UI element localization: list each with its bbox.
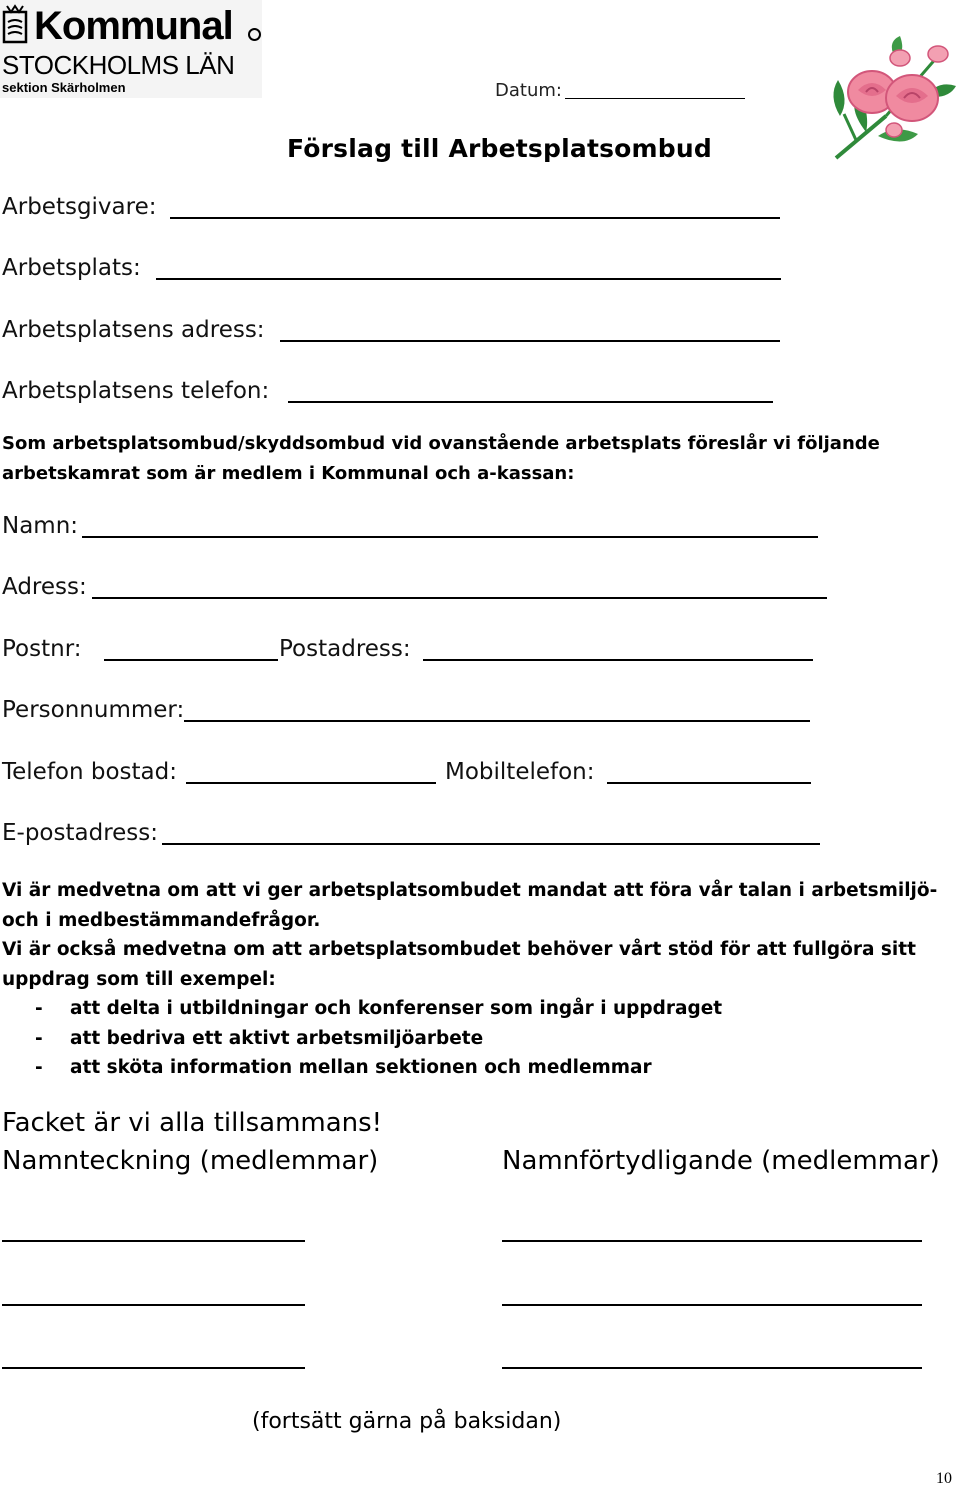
workplace-phone-field[interactable] (288, 401, 773, 403)
logo-section: sektion Skärholmen (2, 80, 126, 95)
postal-code-label: Postnr: (2, 636, 82, 662)
signature-field[interactable] (2, 1304, 305, 1306)
logo-brand: Kommunal (34, 4, 233, 48)
logo-circle-icon (248, 28, 261, 41)
continue-note: (fortsätt gärna på baksidan) (252, 1409, 562, 1434)
signature-field[interactable] (2, 1240, 305, 1242)
clarification-label: Namnförtydligande (medlemmar) (502, 1146, 940, 1176)
name-label: Namn: (2, 513, 79, 539)
page-number: 10 (936, 1470, 952, 1487)
email-label: E-postadress: (2, 820, 159, 846)
intro-line-1: Som arbetsplatsombud/skyddsombud vid ovanstående arbetsplats föreslår vi följande (2, 433, 880, 454)
workplace-address-field[interactable] (280, 340, 780, 342)
bullet-dash: - (35, 1028, 43, 1049)
bullet-item: att bedriva ett aktivt arbetsmiljöarbete (70, 1028, 484, 1049)
bullet-item: att delta i utbildningar och konferenser som ingår i uppdraget (70, 998, 723, 1019)
clarification-field[interactable] (502, 1240, 922, 1242)
mobile-field[interactable] (607, 782, 811, 784)
kommunal-emblem-icon (2, 4, 28, 44)
bullet-item: att sköta information mellan sektionen och medlemmar (70, 1057, 652, 1078)
page-title: Förslag till Arbetsplatsombud (287, 134, 712, 163)
support-line-2: uppdrag som till exempel: (2, 969, 276, 990)
home-phone-field[interactable] (186, 782, 436, 784)
ssn-label: Personnummer: (2, 697, 185, 723)
workplace-field[interactable] (156, 278, 781, 280)
roses-icon (826, 36, 958, 162)
bullet-dash: - (35, 998, 43, 1019)
kommunal-logo (0, 0, 262, 98)
workplace-phone-label: Arbetsplatsens telefon: (2, 378, 270, 404)
logo-region: STOCKHOLMS LÄN (2, 50, 235, 80)
slogan: Facket är vi alla tillsammans! (2, 1108, 383, 1138)
clarification-field[interactable] (502, 1367, 922, 1369)
signature-label: Namnteckning (medlemmar) (2, 1146, 379, 1176)
workplace-label: Arbetsplats: (2, 255, 141, 281)
home-phone-label: Telefon bostad: (2, 759, 178, 785)
support-line-1: Vi är också medvetna om att arbetsplatsombudet behöver vårt stöd för att fullgöra sitt (2, 939, 916, 960)
workplace-address-label: Arbetsplatsens adress: (2, 317, 265, 343)
address-label: Adress: (2, 574, 87, 600)
mandate-line-1: Vi är medvetna om att vi ger arbetsplatsombudet mandat att föra vår talan i arbetsmiljö- (2, 880, 938, 901)
clarification-field[interactable] (502, 1304, 922, 1306)
address-field[interactable] (92, 597, 827, 599)
postal-address-field[interactable] (423, 659, 813, 661)
ssn-field[interactable] (184, 720, 810, 722)
mobile-label: Mobiltelefon: (445, 759, 595, 785)
bullet-dash: - (35, 1057, 43, 1078)
date-field[interactable] (565, 98, 745, 99)
email-field[interactable] (162, 843, 820, 845)
employer-field[interactable] (170, 217, 780, 219)
signature-field[interactable] (2, 1367, 305, 1369)
intro-line-2: arbetskamrat som är medlem i Kommunal och a-kassan: (2, 463, 575, 484)
postal-address-label: Postadress: (279, 636, 411, 662)
employer-label: Arbetsgivare: (2, 194, 157, 220)
postal-code-field[interactable] (104, 659, 278, 661)
date-label: Datum: (495, 80, 562, 101)
name-field[interactable] (82, 536, 818, 538)
mandate-line-2: och i medbestämmandefrågor. (2, 910, 321, 931)
